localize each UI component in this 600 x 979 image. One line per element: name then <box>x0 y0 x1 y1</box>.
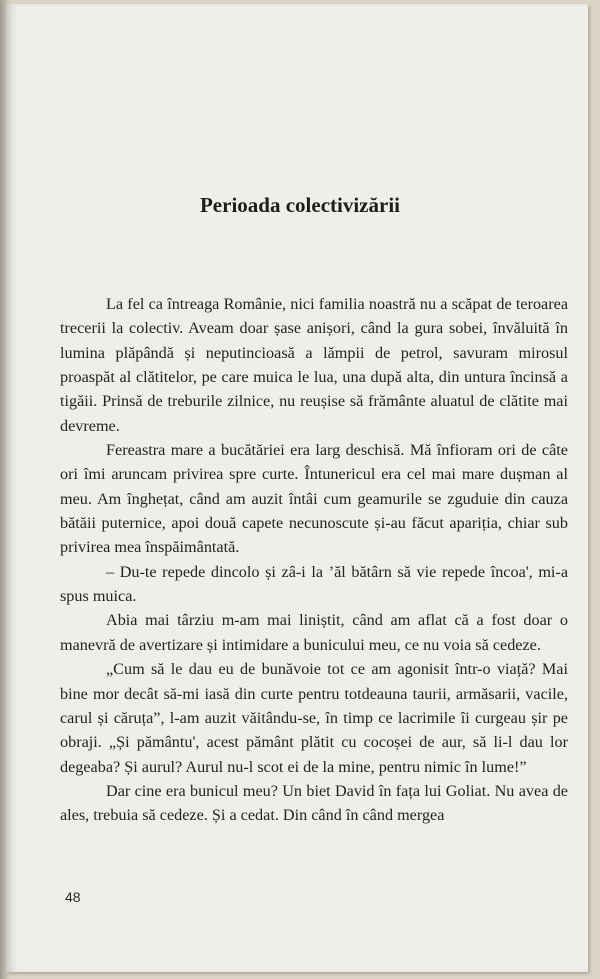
paragraph: Dar cine era bunicul meu? Un biet David în fața lui Goliat. Nu avea de ales, trebuia să cedeze. Și a cedat. Din când în când mergea <box>60 781 568 825</box>
body-text <box>60 292 568 828</box>
paragraph: La fel ca întreaga Românie, nici familia noastră nu a scăpat de teroarea trecerii la colectiv. Aveam doar șase anișori, când la gura sobei, învăluită în lumina plăpândă și neputincioasă a lămpii de petrol, savuram mirosul proaspăt al clătitelor, pe care muica le lua, una după alta, din untura încinsă a tigăii. Prinsă de treburile zilnice, nu reușise să frământe aluatul de clătite mai devreme. <box>60 295 568 435</box>
paragraph: – Du-te repede dincolo și zâ-i la ’ăl bătârn să vie repede încoa', mi-a spus muica. <box>60 562 568 606</box>
paragraph: Fereastra mare a bucătăriei era larg deschisă. Mă înfioram ori de câte ori îmi aruncam privirea spre curte. Întunericul era cel mai mare dușman al meu. Am înghețat, când am auzit întâi cum geamurile se zguduie din cauza bătăii puternice, apoi două capete necunoscute și-au făcut apariția, chiar sub privirea mea înspăimântată. <box>60 441 568 557</box>
paragraph: Abia mai târziu m-am mai liniștit, când am aflat că a fost doar o manevră de avertizare și intimidare a bunicului meu, ce nu voia să cedeze. <box>60 611 568 654</box>
page-number: 48 <box>65 889 81 905</box>
paragraph: „Cum să le dau eu de bunăvoie tot ce am agonisit într-o viață? Mai bine mor decât să-mi iasă din curte pentru totdeauna taurii, armăsarii, vacile, carul și căruța”, l-am auzit văitându-se, în timp ce lacrimile îi curgeau șir pe obraji. „Și pământu', acest pământ plătit cu cocoșei de aur, să li-l dau lor degeaba? Și aurul? Aurul nu-l scot ei de la mine, pentru nimic în lume!” <box>60 660 568 776</box>
chapter-title: Perioada colectivizării <box>199 193 400 217</box>
